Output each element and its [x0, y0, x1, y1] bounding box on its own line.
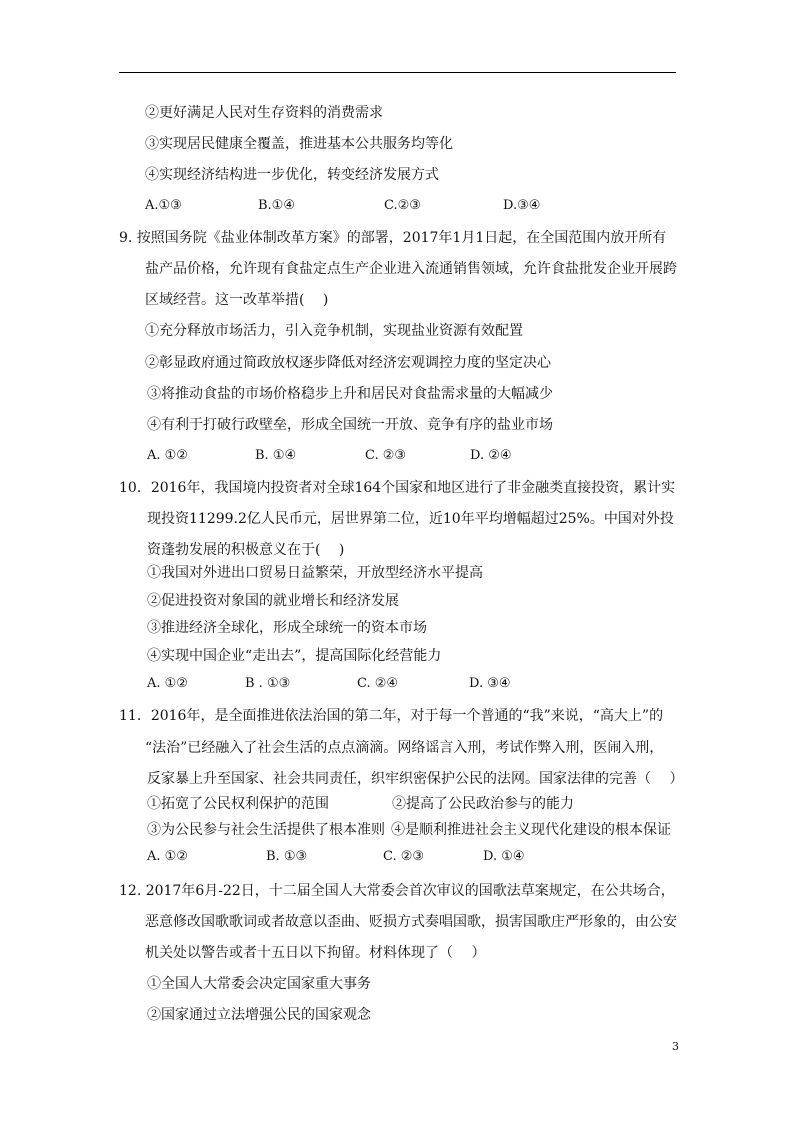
q11-stem-line-1: 11．2016年，是全面推进依法治国的第二年，对于每一个普通的“我”来说，“高大上”的 [119, 708, 664, 724]
q9-stem-line-1: 9. 按照国务院《盐业体制改革方案》的部署，2017年1月1日起，在全国范围内放开所有 [119, 230, 667, 246]
q12-stem-line-1: 12. 2017年6月-22日，十二届全国人大常委会首次审议的国歌法草案规定，在公共场合， [119, 883, 675, 899]
q8-choice-a: A.①③ [145, 198, 182, 213]
q11-option-3: ③为公民参与社会生活提供了根本准则 [147, 822, 385, 838]
q10-choice-d: D. ③④ [469, 676, 511, 691]
q9-choice-a: A. ①② [147, 448, 188, 463]
q12-option-2: ②国家通过立法增强公民的国家观念 [147, 1007, 371, 1023]
q9-option-4: ④有利于打破行政壁垒，形成全国统一开放、竞争有序的盐业市场 [147, 417, 553, 433]
q10-option-2: ②促进投资对象国的就业增长和经济发展 [147, 593, 399, 609]
q9-choice-b: B. ①④ [255, 448, 297, 463]
q11-choice-d: D. ①④ [483, 849, 525, 864]
q10-stem-line-3: 资蓬勃发展的积极意义在于( ) [147, 542, 345, 558]
q9-stem-line-3: 区域经营。这一改革举措( ) [145, 292, 329, 308]
q8-option-3: ③实现居民健康全覆盖，推进基本公共服务均等化 [145, 136, 453, 152]
q10-choice-c: C. ②④ [357, 676, 399, 691]
q11-choice-c: C. ②③ [383, 849, 425, 864]
q9-option-3: ③将推动食盐的市场价格稳步上升和居民对食盐需求量的大幅减少 [147, 386, 553, 402]
q10-choice-b: B . ①③ [245, 676, 291, 691]
q8-choice-d: D.③④ [503, 198, 541, 213]
q11-option-1: ①拓宽了公民权利保护的范围 [147, 796, 329, 812]
q11-choice-a: A. ①② [147, 849, 188, 864]
q11-option-4: ④是顺利推进社会主义现代化建设的根本保证 [391, 822, 671, 838]
q10-stem-line-1: 10．2016年，我国境内投资者对全球164个国家和地区进行了非金融类直接投资，累计实 [119, 480, 676, 496]
q8-choice-b: B.①④ [258, 198, 295, 213]
q8-choice-c: C.②③ [384, 198, 421, 213]
q11-stem-line-3: 反家暴上升至国家、社会共同责任，织牢织密保护公民的法网。国家法律的完善（ ） [147, 771, 684, 787]
q8-option-4: ④实现经济结构进一步优化，转变经济发展方式 [145, 167, 439, 183]
q10-choice-a: A. ①② [147, 676, 188, 691]
q11-option-2: ②提高了公民政治参与的能力 [392, 796, 574, 812]
q10-option-4: ④实现中国企业“走出去”，提高国际化经营能力 [147, 648, 442, 664]
q10-option-1: ①我国对外进出口贸易日益繁荣，开放型经济水平提高 [147, 565, 483, 581]
q12-stem-line-2: 恶意修改国歌歌词或者故意以歪曲、贬损方式奏唱国歌，损害国歌庄严形象的，由公安 [145, 914, 677, 930]
q8-option-2: ②更好满足人民对生存资料的消费需求 [145, 105, 383, 121]
q12-option-1: ①全国人大常委会决定国家重大事务 [147, 976, 371, 992]
page-number: 3 [672, 1040, 679, 1053]
q9-stem-line-2: 盐产品价格，允许现有食盐定点生产企业进入流通销售领域，允许食盐批发企业开展跨 [145, 261, 677, 277]
q10-stem-line-2: 现投资11299.2亿人民币元，居世界第二位，近10年平均增幅超过25%。中国对外投 [147, 511, 674, 527]
q11-choice-b: B. ①③ [266, 849, 308, 864]
q9-option-2: ②彰显政府通过简政放权逐步降低对经济宏观调控力度的坚定决心 [145, 355, 551, 371]
q9-choice-c: C. ②③ [365, 448, 407, 463]
q11-stem-line-2: “法治”已经融入了社会生活的点点滴滴。网络谣言入刑，考试作弊入刑，医闹入刑， [145, 740, 664, 756]
q12-stem-line-3: 机关处以警告或者十五日以下拘留。材料体现了（ ） [145, 945, 486, 961]
q10-option-3: ③推进经济全球化，形成全球统一的资本市场 [147, 620, 427, 636]
header-rule [119, 72, 676, 73]
q9-choice-d: D. ②④ [470, 448, 512, 463]
q9-option-1: ①充分释放市场活力，引入竞争机制，实现盐业资源有效配置 [145, 323, 523, 339]
